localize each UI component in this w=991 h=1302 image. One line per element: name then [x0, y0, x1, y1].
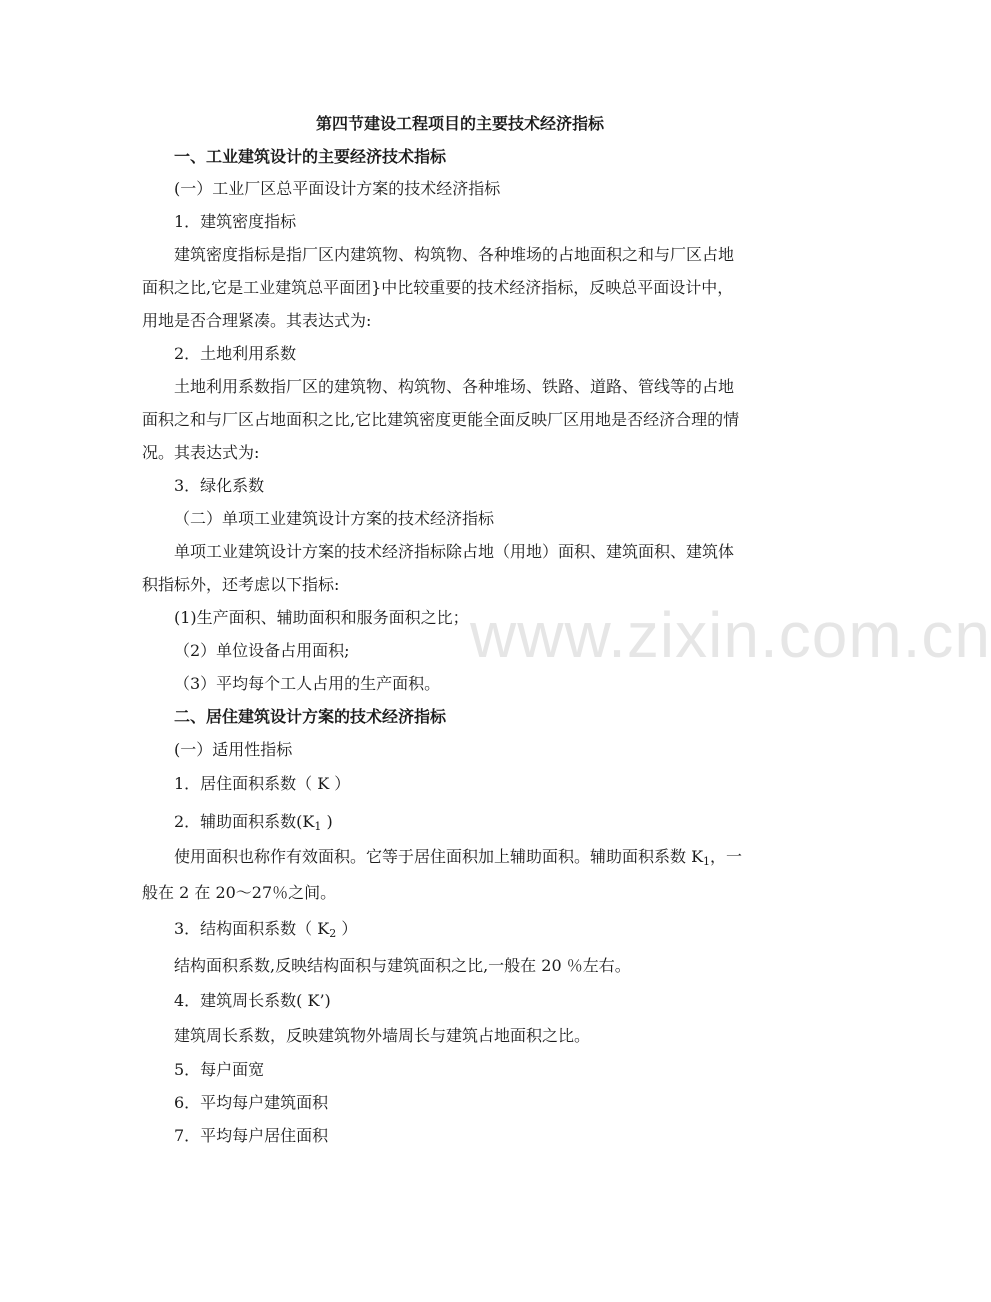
paragraph-line: 用地是否合理紧凑。其表达式为:	[142, 311, 372, 330]
subsection-heading-site-plan: (一）工业厂区总平面设计方案的技术经济指标	[174, 179, 501, 198]
list-item: （2）单位设备占用面积;	[174, 641, 350, 660]
paragraph-text: ，一	[710, 847, 743, 866]
item-perimeter-coefficient: 4．建筑周长系数( K’)	[174, 991, 331, 1010]
paragraph-line: 单项工业建筑设计方案的技术经济指标除占地（用地）面积、建筑面积、建筑体	[174, 542, 735, 561]
item-text: 2．辅助面积系数(K	[174, 812, 315, 831]
subscript: 1	[314, 820, 322, 833]
paragraph-line: 况。其表达式为:	[142, 443, 260, 462]
paragraph-line: 面积之和与厂区占地面积之比,它比建筑密度更能全面反映厂区用地是否经济合理的情	[142, 410, 740, 429]
item-living-area-per-household: 7．平均每户居住面积	[174, 1126, 329, 1145]
paragraph-line: 面积之比,它是工业建筑总平面团}中比较重要的技术经济指标，反映总平面设计中，	[142, 278, 734, 297]
list-item: （3）平均每个工人占用的生产面积。	[174, 674, 441, 693]
subsection-heading-suitability: (一）适用性指标	[174, 740, 293, 759]
item-building-area-per-household: 6．平均每户建筑面积	[174, 1093, 329, 1112]
item-structure-area-coefficient	[174, 918, 357, 940]
subscript: 1	[703, 855, 711, 868]
paragraph-line: 土地利用系数指厂区的建筑物、构筑物、各种堆场、铁路、道路、管线等的占地	[174, 377, 735, 396]
section-heading-residential: 二、居住建筑设计方案的技术经济指标	[174, 707, 447, 726]
paragraph-line: 结构面积系数,反映结构面积与建筑面积之比,一般在 20 ％左右。	[174, 956, 631, 975]
watermark: www.zixin.com.cn	[470, 599, 991, 671]
item-greening-coefficient: 3．绿化系数	[174, 476, 265, 495]
item-text: )	[321, 812, 333, 831]
list-item: (1)生产面积、辅助面积和服务面积之比；	[174, 608, 469, 627]
section-heading-industrial: 一、工业建筑设计的主要经济技术指标	[174, 147, 447, 166]
item-land-use-coefficient: 2．土地利用系数	[174, 344, 297, 363]
paragraph-line: 般在 2 在 20～27％之间。	[142, 883, 337, 902]
item-building-density: 1．建筑密度指标	[174, 212, 297, 231]
page-title: 第四节建设工程项目的主要技术经济指标	[315, 114, 604, 133]
subsection-heading-single-building: （二）单项工业建筑设计方案的技术经济指标	[174, 509, 495, 528]
paragraph-line: 建筑密度指标是指厂区内建筑物、构筑物、各种堆场的占地面积之和与厂区占地	[174, 245, 735, 264]
paragraph-line	[174, 846, 742, 868]
item-frontage-per-household: 5．每户面宽	[174, 1060, 265, 1079]
paragraph-line: 建筑周长系数，反映建筑物外墙周长与建筑占地面积之比。	[174, 1026, 591, 1045]
item-text: 3．结构面积系数（ K	[174, 919, 330, 938]
paragraph-line: 积指标外，还考虑以下指标:	[142, 575, 340, 594]
item-text: ）	[336, 919, 358, 938]
paragraph-text: 使用面积也称作有效面积。它等于居住面积加上辅助面积。辅助面积系数 K	[174, 847, 704, 866]
subscript: 2	[329, 927, 337, 940]
item-auxiliary-area-coefficient	[174, 811, 333, 833]
item-living-area-coefficient: 1．居住面积系数（ K ）	[174, 774, 351, 793]
